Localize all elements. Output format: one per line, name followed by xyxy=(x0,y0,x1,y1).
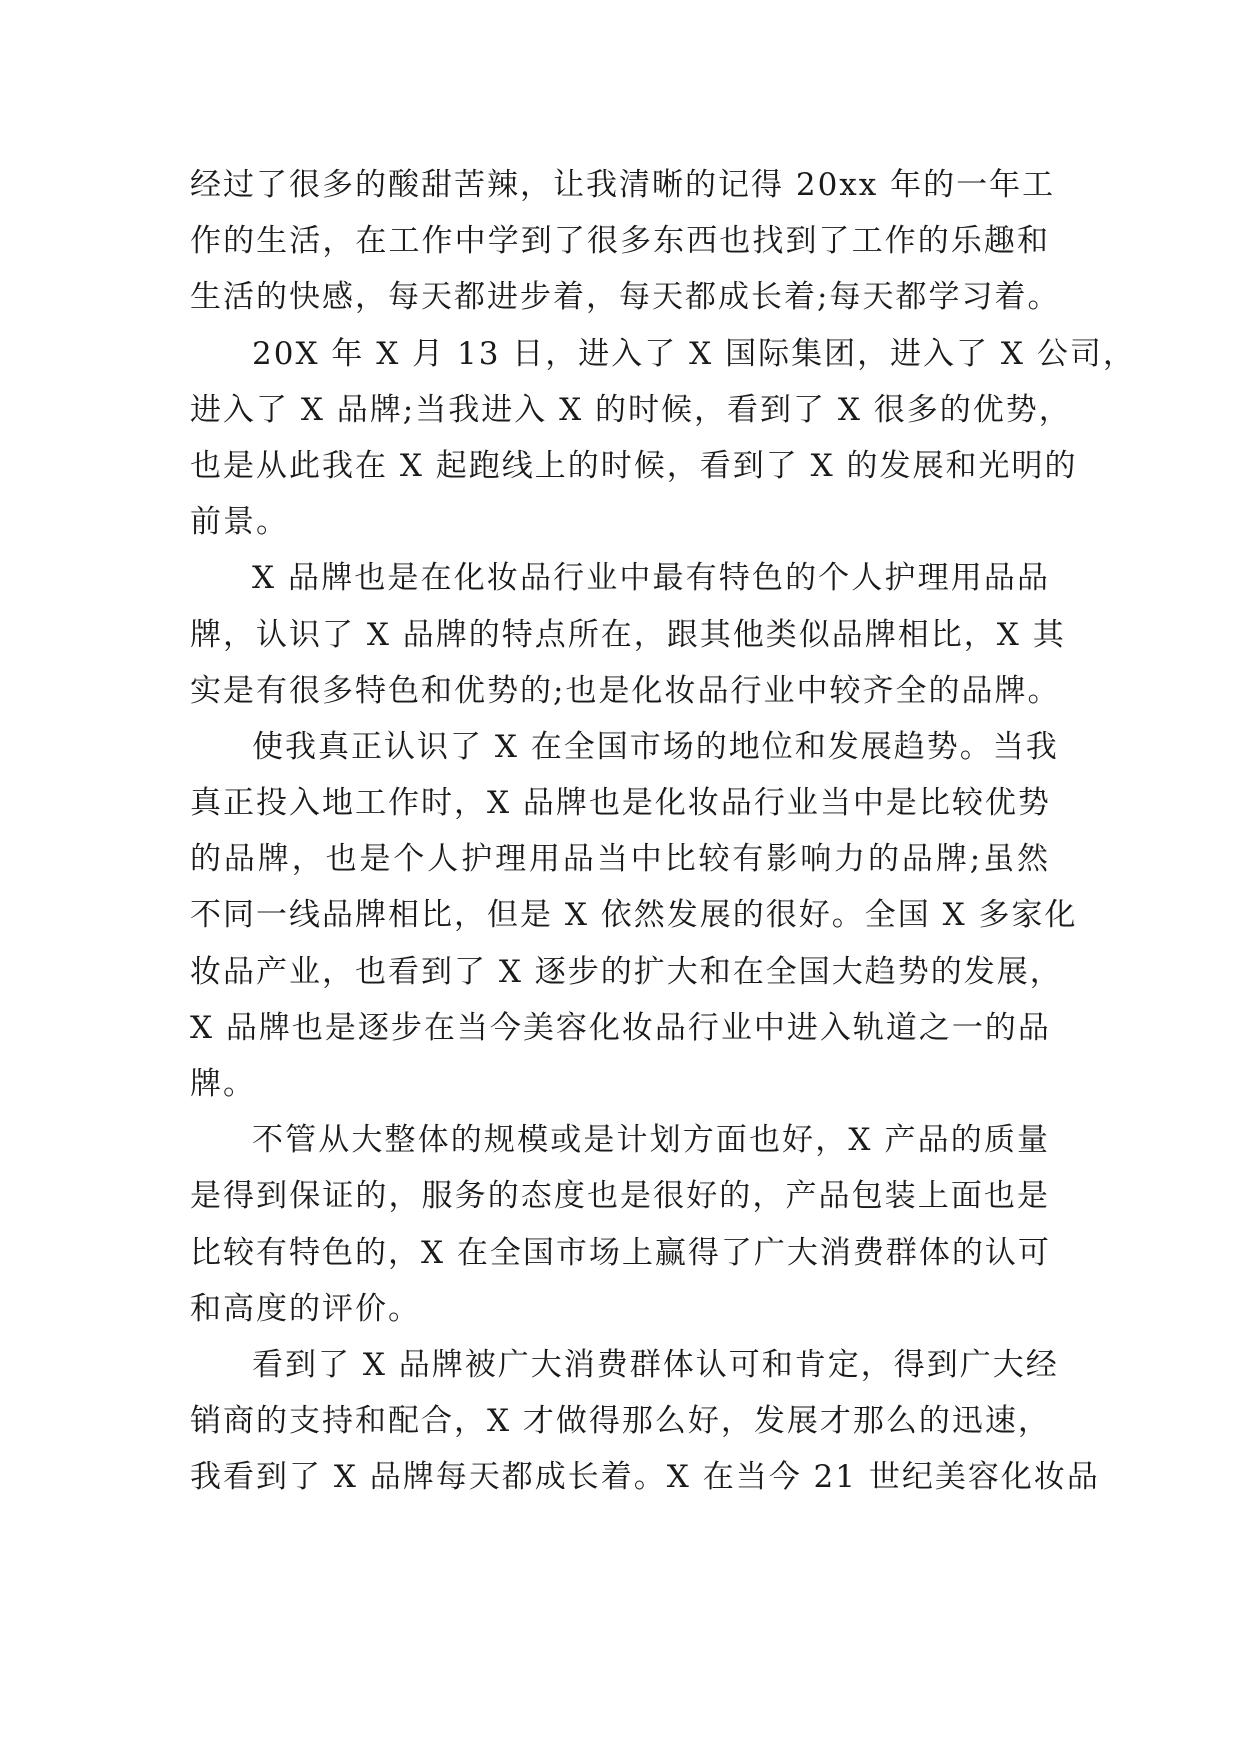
text-line: X 品牌也是逐步在当今美容化妆品行业中进入轨道之一的品 xyxy=(190,1009,1051,1046)
text-line: 比较有特色的，X 在全国市场上赢得了广大消费群体的认可 xyxy=(190,1234,1051,1271)
paragraph xyxy=(190,719,1078,1112)
text-line: 作的生活，在工作中学到了很多东西也找到了工作的乐趣和 xyxy=(190,223,1050,260)
paragraph xyxy=(190,1337,1100,1506)
text-line: 是得到保证的，服务的态度也是很好的，产品包装上面也是 xyxy=(190,1178,1050,1215)
text-line: 的品牌，也是个人护理用品当中比较有影响力的品牌;虽然 xyxy=(190,841,1050,878)
paragraph xyxy=(190,1112,1050,1337)
text-line: 前景。 xyxy=(190,504,289,541)
text-line: 妆品产业，也看到了 X 逐步的扩大和在全国大趋势的发展， xyxy=(190,953,1063,990)
text-line: X 品牌也是在化妆品行业中最有特色的个人护理用品品 xyxy=(252,560,1050,597)
text-line: 真正投入地工作时，X 品牌也是化妆品行业当中是比较优势 xyxy=(190,785,1051,822)
text-line: 销商的支持和配合，X 才做得那么好，发展才那么的迅速， xyxy=(190,1403,1051,1440)
paragraph xyxy=(190,326,1136,551)
text-line: 牌，认识了 X 品牌的特点所在，跟其他类似品牌相比，X 其 xyxy=(190,616,1066,653)
text-line: 实是有很多特色和优势的;也是化妆品行业中较齐全的品牌。 xyxy=(190,672,1061,709)
text-line: 和高度的评价。 xyxy=(190,1290,421,1327)
paragraph xyxy=(190,157,1061,326)
text-line: 使我真正认识了 X 在全国市场的地位和发展趋势。当我 xyxy=(252,728,1059,765)
text-line: 也是从此我在 X 起跑线上的时候，看到了 X 的发展和光明的 xyxy=(190,447,1078,484)
text-line: 不管从大整体的规模或是计划方面也好，X 产品的质量 xyxy=(252,1122,1050,1159)
paragraph xyxy=(190,550,1066,719)
text-line: 不同一线品牌相比，但是 X 依然发展的很好。全国 X 多家化 xyxy=(190,897,1078,934)
text-line: 看到了 X 品牌被广大消费群体认可和肯定，得到广大经 xyxy=(252,1346,1059,1383)
text-line: 我看到了 X 品牌每天都成长着。X 在当今 21 世纪美容化妆品 xyxy=(190,1459,1100,1496)
text-line: 生活的快感，每天都进步着，每天都成长着;每天都学习着。 xyxy=(190,279,1061,316)
text-line: 经过了很多的酸甜苦辣，让我清晰的记得 20xx 年的一年工 xyxy=(190,167,1056,203)
text-line: 进入了 X 品牌;当我进入 X 的时候，看到了 X 很多的优势， xyxy=(190,391,1072,428)
text-line: 20X 年 X 月 13 日，进入了 X 国际集团，进入了 X 公司， xyxy=(252,335,1136,372)
document-body xyxy=(190,157,1136,1506)
text-line: 牌。 xyxy=(190,1066,256,1102)
